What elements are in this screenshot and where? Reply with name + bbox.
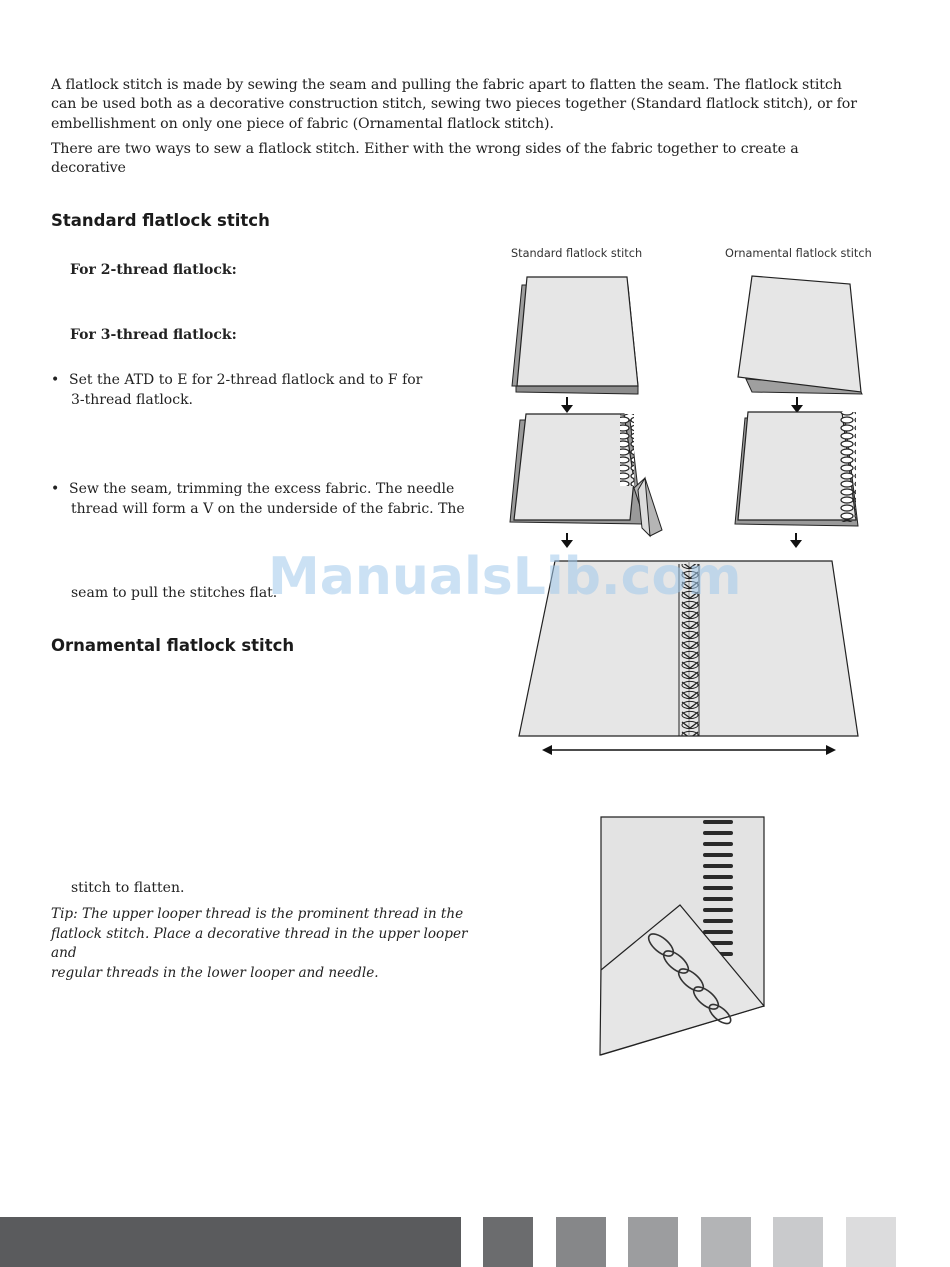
arrow-down-icon: [561, 533, 802, 548]
tip-line-2: flatlock stitch. Place a decorative thread in the upper looper and: [51, 925, 468, 961]
bullet-seam-line-2: thread will form a V on the underside of the fabric. The: [71, 500, 465, 517]
standard-heading: Standard flatlock stitch: [51, 211, 270, 230]
intro-line-1: A flatlock stitch is made by sewing the seam and pulling the fabric apart to flatten the seam. The flatlock stitch: [51, 77, 842, 93]
bullet-dot: •: [51, 481, 60, 497]
bullet-seam-line-1: Sew the seam, trimming the excess fabric. The needle: [69, 481, 455, 497]
watermark: ManualsLib.com: [268, 547, 742, 607]
intro-line-3: embellishment on only one piece of fabric (Ornamental flatlock stitch).: [51, 115, 554, 132]
bullet-atd-line-1: Set the ATD to E for 2-thread flatlock and to F for: [69, 372, 423, 388]
ornamental-closeup: [600, 817, 764, 1055]
ornamental-heading: Ornamental flatlock stitch: [51, 636, 295, 655]
intro-line-2: can be used both as a decorative construction stitch, sewing two pieces together (Standard flatlock stitch), or for: [51, 96, 857, 113]
standard-step-1: [512, 277, 638, 394]
ornamental-step-2: [735, 412, 858, 526]
footer-swatch: [701, 1217, 751, 1267]
caption-ornamental: Ornamental flatlock stitch: [725, 247, 872, 260]
footer-swatch: [773, 1217, 823, 1267]
flatten-text: stitch to flatten.: [71, 880, 185, 896]
standard-step-2: [510, 414, 662, 536]
footer-bar: [0, 1217, 461, 1267]
tip-line-1: Tip: The upper looper thread is the prominent thread in the: [51, 906, 464, 922]
seam-pull-text: seam to pull the stitches flat.: [71, 585, 278, 601]
bullet-atd-line-2: 3-thread flatlock.: [71, 391, 194, 408]
ways-line: There are two ways to sew a flatlock stitch. Either with the wrong sides of the fabric together to create a decorative: [51, 141, 799, 177]
ornamental-step-1: [738, 276, 862, 394]
caption-standard: Standard flatlock stitch: [511, 247, 643, 260]
footer-swatch: [556, 1217, 606, 1267]
footer-swatch: [483, 1217, 533, 1267]
footer-swatch: [846, 1217, 896, 1267]
three-thread-subheading: For 3-thread flatlock:: [70, 327, 237, 343]
bullet-dot: •: [51, 372, 60, 388]
two-thread-subheading: For 2-thread flatlock:: [70, 262, 237, 278]
footer-swatch: [628, 1217, 678, 1267]
pull-apart-arrow-icon: [542, 745, 836, 755]
arrow-down-icon: [561, 397, 803, 413]
tip-line-3: regular threads in the lower looper and needle.: [51, 964, 379, 981]
